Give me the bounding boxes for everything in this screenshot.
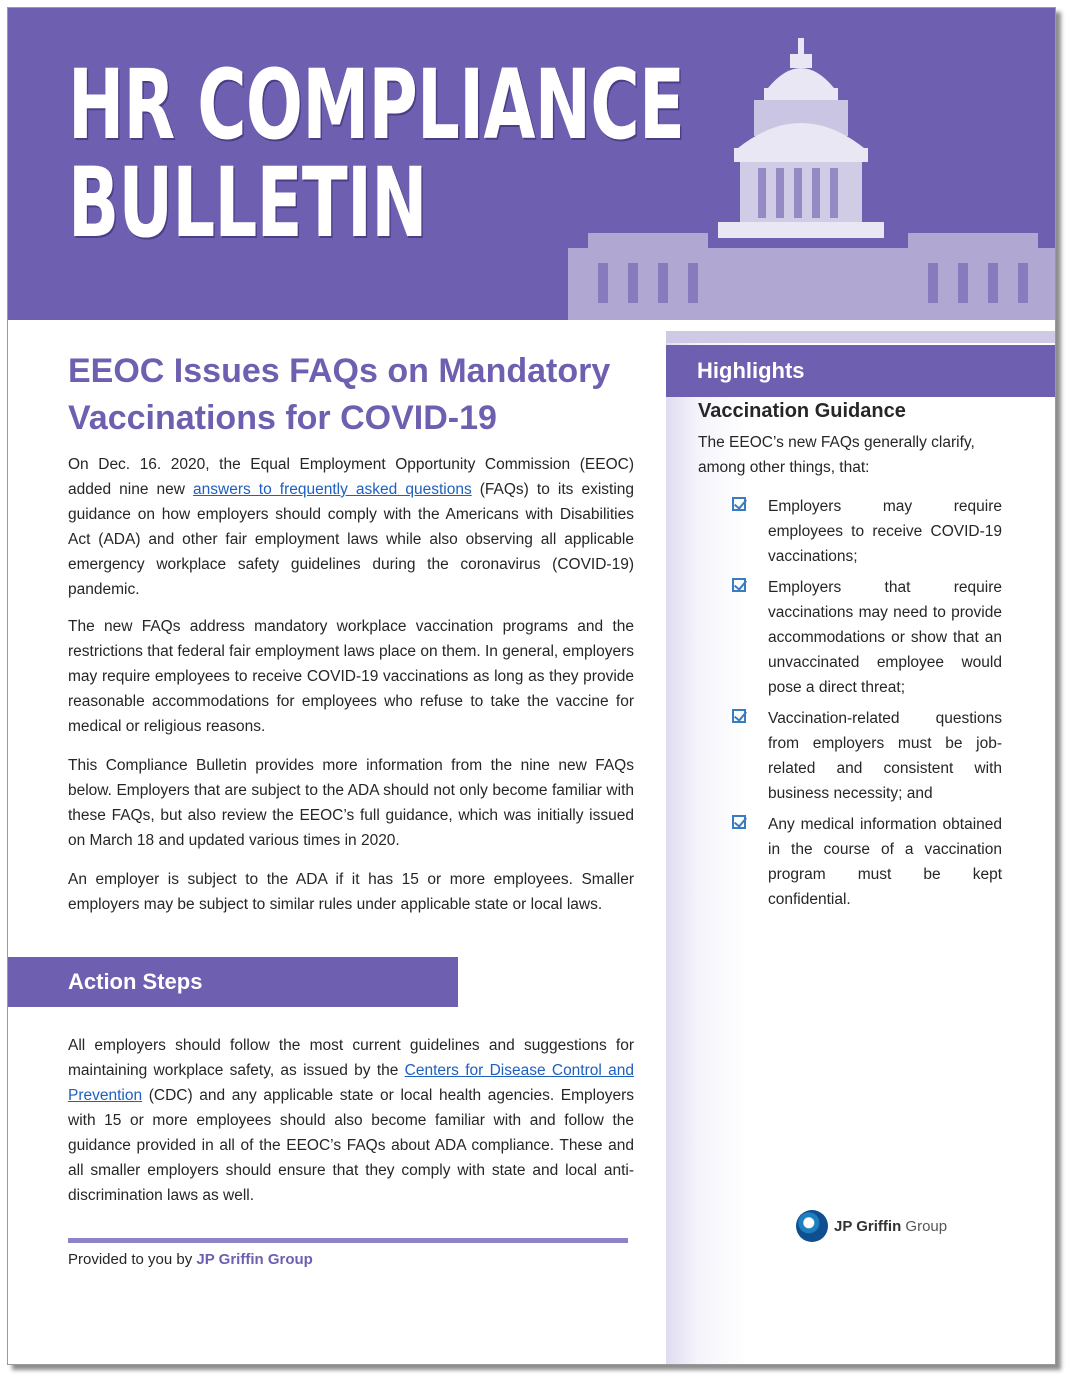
bulletin-page xyxy=(7,7,1056,1365)
checkbox-checked-icon xyxy=(732,497,746,511)
vaccination-guidance-heading: Vaccination Guidance xyxy=(698,400,906,422)
cdc-link[interactable]: Centers for Disease Control and Prevention xyxy=(68,1062,634,1104)
griffin-logo-icon xyxy=(796,1210,828,1242)
article-title: EEOC Issues FAQs on Mandatory Vaccinations for COVID-19 xyxy=(68,352,611,437)
bulletin-title-line1: HR COMPLIANCE xyxy=(68,49,685,161)
article-paragraph-1: On Dec. 16. 2020, the Equal Employment Opportunity Commission (EEOC) added nine new answers to frequently asked questions (FAQs) to its existing guidance on how employers should comply with the Americans with Disabilities Act (ADA) and other fair employment laws while also observing all applicable emergency workplace safety guidelines during the coronavirus (COVID-19) pandemic. xyxy=(68,456,635,598)
checkbox-checked-icon xyxy=(732,815,746,829)
provider-name: JP Griffin Group xyxy=(196,1251,313,1268)
list-item: Any medical information obtained in the course of a vaccination program must be kept confidential. xyxy=(732,812,1002,912)
provided-by: Provided to you by JP Griffin Group xyxy=(68,1251,313,1268)
checkbox-checked-icon xyxy=(732,578,746,592)
article-paragraph-4: An employer is subject to the ADA if it has 15 or more employees. Smaller employers may be subject to similar rules under applicable state or local laws. xyxy=(68,871,634,913)
action-steps-paragraph: All employers should follow the most current guidelines and suggestions for maintaining workplace safety, as issued by the Centers for Disease Control and Prevention (CDC) and any applicable state or local health agencies. Employers with 15 or more employees should also become familiar with and follow the guidance provided in all of the EEOC’s FAQs about ADA compliance. These and all smaller employers should ensure that they comply with state and local anti-discrimination laws as well. xyxy=(68,1037,634,1204)
footer-divider xyxy=(68,1238,628,1243)
highlights-checklist xyxy=(732,494,1002,918)
sidebar-top-strip xyxy=(666,331,1055,343)
jp-griffin-logo xyxy=(796,1210,947,1242)
capitol-building-icon xyxy=(568,28,1055,320)
checkbox-checked-icon xyxy=(732,709,746,723)
bulletin-title-line2: BULLETIN xyxy=(68,147,427,259)
vaccination-guidance-intro: The EEOC’s new FAQs generally clarify, among other things, that: xyxy=(698,434,975,476)
highlights-heading: Highlights xyxy=(666,345,1055,397)
list-item: Vaccination-related questions from employers must be job-related and consistent with business necessity; and xyxy=(732,706,1002,806)
action-steps-heading: Action Steps xyxy=(8,957,458,1007)
logo-wordmark: JP Griffin Group xyxy=(834,1217,948,1235)
article-paragraph-2: The new FAQs address mandatory workplace vaccination programs and the restrictions that federal fair employment laws place on them. In general, employers may require employees to receive COVID-19 vaccinations as long as they provide reasonable accommodations for employees who refuse to take the vaccine for medical or religious reasons. xyxy=(68,618,635,735)
list-item: Employers may require employees to receive COVID-19 vaccinations; xyxy=(732,494,1002,569)
header-banner xyxy=(8,8,1055,320)
faq-link[interactable]: answers to frequently asked questions xyxy=(193,481,472,498)
article-paragraph-3: This Compliance Bulletin provides more information from the nine new FAQs below. Employers that are subject to the ADA should not only become familiar with these FAQs, but also review the EEOC’s full guidance, which was initially issued on March 18 and updated various times in 2020. xyxy=(68,757,634,849)
list-item: Employers that require vaccinations may need to provide accommodations or show that an unvaccinated employee would pose a direct threat; xyxy=(732,575,1002,700)
